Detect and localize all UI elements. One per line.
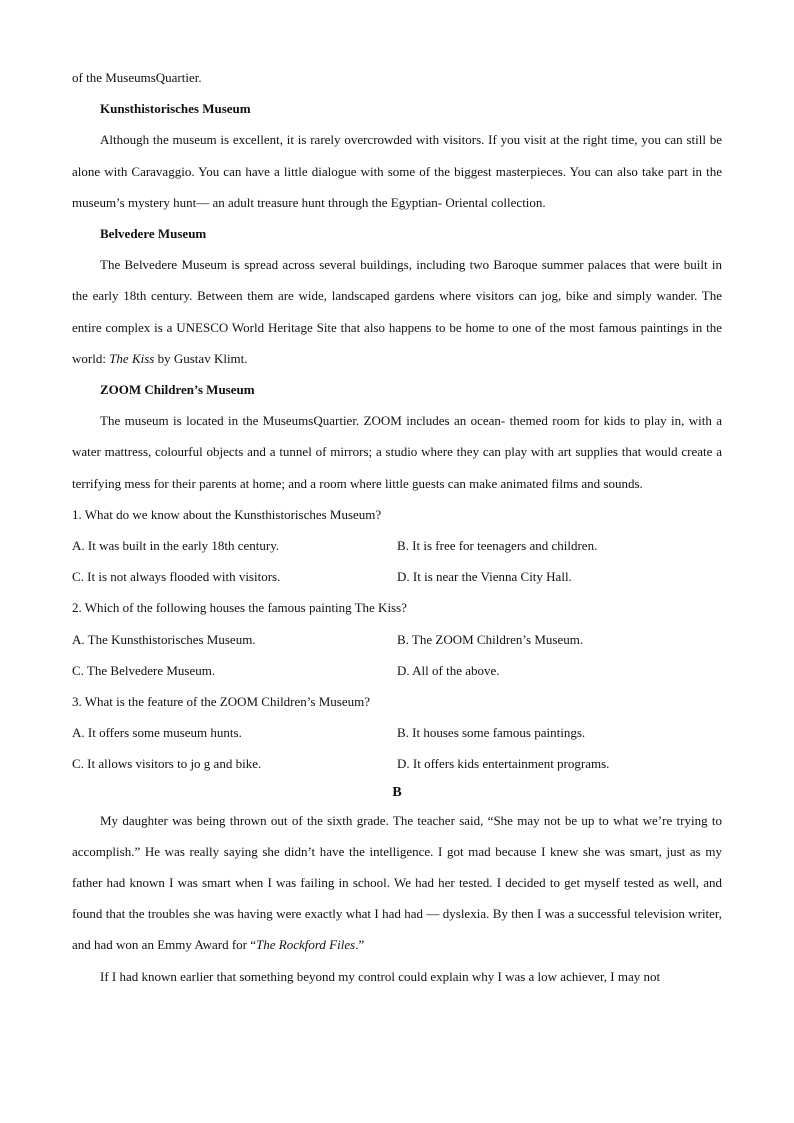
option-b: B. It houses some famous paintings. <box>397 725 586 741</box>
belvedere-text-after: by Gustav Klimt. <box>154 350 248 366</box>
option-a: A. It was built in the early 18th century. <box>72 538 280 554</box>
options-row <box>72 748 722 779</box>
options-row <box>72 655 722 686</box>
option-d: D. It is near the Vienna City Hall. <box>397 569 572 585</box>
option-a: A. It offers some museum hunts. <box>72 725 242 741</box>
museum-heading-zoom: ZOOM Children’s Museum <box>100 382 255 398</box>
section-b-p1-after: .” <box>355 937 365 953</box>
options-row <box>72 530 722 561</box>
section-b-label: B <box>392 784 402 800</box>
museum-text-zoom: The museum is located in the MuseumsQuartier. ZOOM includes an ocean- themed room for kids to play in, with a water mattress, colourful objects and a tunnel of mirrors; a studio where they can play with art supplies that would create a terrifying mess for their parents at home; and a room where little guests can make animated films and sounds. <box>72 413 722 491</box>
question-stem: 3. What is the feature of the ZOOM Children’s Museum? <box>72 694 370 710</box>
option-d: D. All of the above. <box>397 662 500 678</box>
options-row <box>72 561 722 592</box>
options-row <box>72 717 722 748</box>
section-b-p1-italic: The Rockford Files <box>256 937 356 953</box>
section-b-paragraph-2: If I had known earlier that something beyond my control could explain why I was a low achiever, I may not <box>100 968 661 984</box>
section-b-paragraph-1 <box>72 805 722 961</box>
museum-heading-kunsthistorisches: Kunsthistorisches Museum <box>100 101 251 117</box>
option-b: B. It is free for teenagers and children. <box>397 538 598 554</box>
museum-text-kunsthistorisches: Although the museum is excellent, it is rarely overcrowded with visitors. If you visit at the right time, you can still be alone with Caravaggio. You can have a little dialogue with some of the biggest masterpieces. You can also take part in the museum’s mystery hunt— an adult treasure hunt through the Egyptian- Oriental collection. <box>72 132 722 210</box>
section-b-p1-before: My daughter was being thrown out of the sixth grade. The teacher said, “She may not be up to what we’re trying to accomplish.” He was really saying she didn’t have the intelligence. I got mad because I knew she was smart, just as my father had known I was smart when I was failing in school. We had her tested. I decided to get myself tested as well, and found that the troubles she was having were exactly what I had had — dyslexia. By then I was a successful television writer, and had won an Emmy Award for “ <box>72 812 722 953</box>
options-row <box>72 624 722 655</box>
belvedere-text-before: The Belvedere Museum is spread across several buildings, including two Baroque summer palaces that were built in the early 18th century. Between them are wide, landscaped gardens where visitors can jog, bike and simply wander. The entire complex is a UNESCO World Heritage Site that also happens to be home to one of the most famous paintings in the world: <box>72 257 722 366</box>
option-b: B. The ZOOM Children’s Museum. <box>397 631 584 647</box>
question-3 <box>72 686 722 780</box>
option-c: C. It allows visitors to jo g and bike. <box>72 756 262 772</box>
option-c: C. The Belvedere Museum. <box>72 662 216 678</box>
question-2 <box>72 592 722 686</box>
question-stem: 1. What do we know about the Kunsthistorisches Museum? <box>72 506 382 522</box>
museum-heading-belvedere: Belvedere Museum <box>100 226 207 242</box>
belvedere-text-italic: The Kiss <box>109 350 155 366</box>
option-a: A. The Kunsthistorisches Museum. <box>72 631 256 647</box>
intro-tail-line: of the MuseumsQuartier. <box>72 70 202 85</box>
document-page <box>72 62 722 992</box>
museum-text-belvedere <box>72 249 722 374</box>
question-stem: 2. Which of the following houses the famous painting The Kiss? <box>72 600 407 616</box>
question-1 <box>72 499 722 593</box>
option-c: C. It is not always flooded with visitors. <box>72 569 281 585</box>
option-d: D. It offers kids entertainment programs. <box>397 756 610 772</box>
